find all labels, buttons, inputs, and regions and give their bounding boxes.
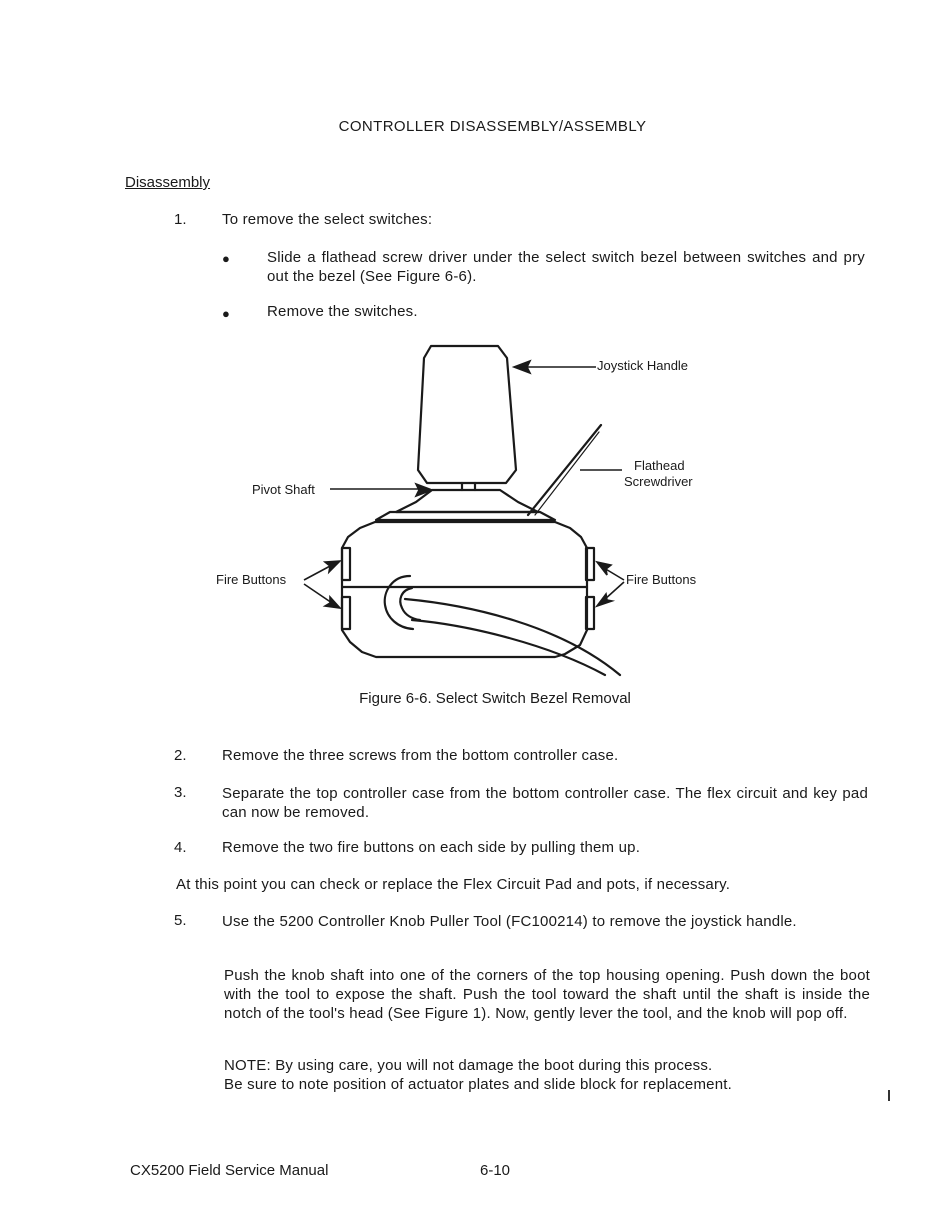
section-heading: Disassembly — [125, 174, 211, 191]
step-1-bullet-1: Slide a flathead screw driver under the select switch bezel between switches and pry out the bezel (See Figure 6-6). — [267, 249, 865, 285]
step-2-number: 2. — [174, 747, 187, 764]
step-1-number: 1. — [174, 211, 187, 228]
page-title: CONTROLLER DISASSEMBLY/ASSEMBLY — [338, 118, 647, 135]
screwdriver-shaft-edge — [535, 432, 599, 515]
fire-left-leader-upper — [304, 565, 332, 580]
step-5-number: 5. — [174, 912, 187, 929]
fire-button-left-lower — [342, 597, 350, 629]
arrow-head — [416, 484, 432, 496]
label-joystick-handle: Joystick Handle — [597, 358, 689, 373]
step-2-text: Remove the three screws from the bottom controller case. — [222, 747, 619, 764]
label-fire-buttons-right: Fire Buttons — [626, 572, 697, 587]
step-4-number: 4. — [174, 839, 187, 856]
flex-circuit-note: At this point you can check or replace the Flex Circuit Pad and pots, if necessary. — [176, 876, 731, 893]
arrow-head — [597, 562, 611, 575]
footer-manual-title: CX5200 Field Service Manual — [130, 1162, 329, 1179]
step-3-text: Separate the top controller case from the bottom controller case. The flex circuit and key pad can now be removed. — [222, 785, 868, 821]
step-1-bullet-2: Remove the switches. — [267, 303, 418, 320]
label-fire-buttons-left: Fire Buttons — [216, 572, 287, 587]
step-1-text: To remove the select switches: — [222, 211, 433, 228]
step-5-paragraph: Push the knob shaft into one of the corners of the top housing opening. Push down the boot with the tool to expose the shaft. Push the tool toward the shaft until the shaft is inside the notch of the tool's head (See Figure 1). Now, gently lever the tool, and the knob will pop off. — [224, 967, 870, 1022]
controller-case-top — [342, 522, 587, 657]
figure-caption: Figure 6-6. Select Switch Bezel Removal — [359, 690, 631, 707]
cable-grommet — [385, 576, 413, 629]
step-3-number: 3. — [174, 784, 187, 801]
note-line-1: NOTE: By using care, you will not damage the boot during this process. — [224, 1057, 713, 1074]
note-line-2: Be sure to note position of actuator plates and slide block for replacement. — [224, 1076, 732, 1093]
arrow-head — [514, 361, 530, 373]
arrow-head — [325, 597, 340, 608]
label-pivot-shaft: Pivot Shaft — [252, 482, 315, 497]
label-screwdriver: Screwdriver — [624, 474, 693, 489]
cable-inner — [400, 588, 420, 620]
step-4-text: Remove the two fire buttons on each side by pulling them up. — [222, 839, 641, 856]
footer-page-number: 6-10 — [480, 1162, 511, 1179]
step-5-text: Use the 5200 Controller Knob Puller Tool (FC100214) to remove the joystick handle. — [222, 913, 797, 930]
bullet-dot: ● — [222, 251, 230, 266]
bullet-dot: ● — [222, 306, 230, 321]
joystick-handle-shape — [418, 346, 516, 483]
arrow-head — [325, 561, 340, 572]
fire-button-left-upper — [342, 548, 350, 580]
scan-mark — [888, 1090, 890, 1101]
fire-left-leader-lower — [304, 584, 332, 603]
label-flathead: Flathead — [634, 458, 685, 473]
